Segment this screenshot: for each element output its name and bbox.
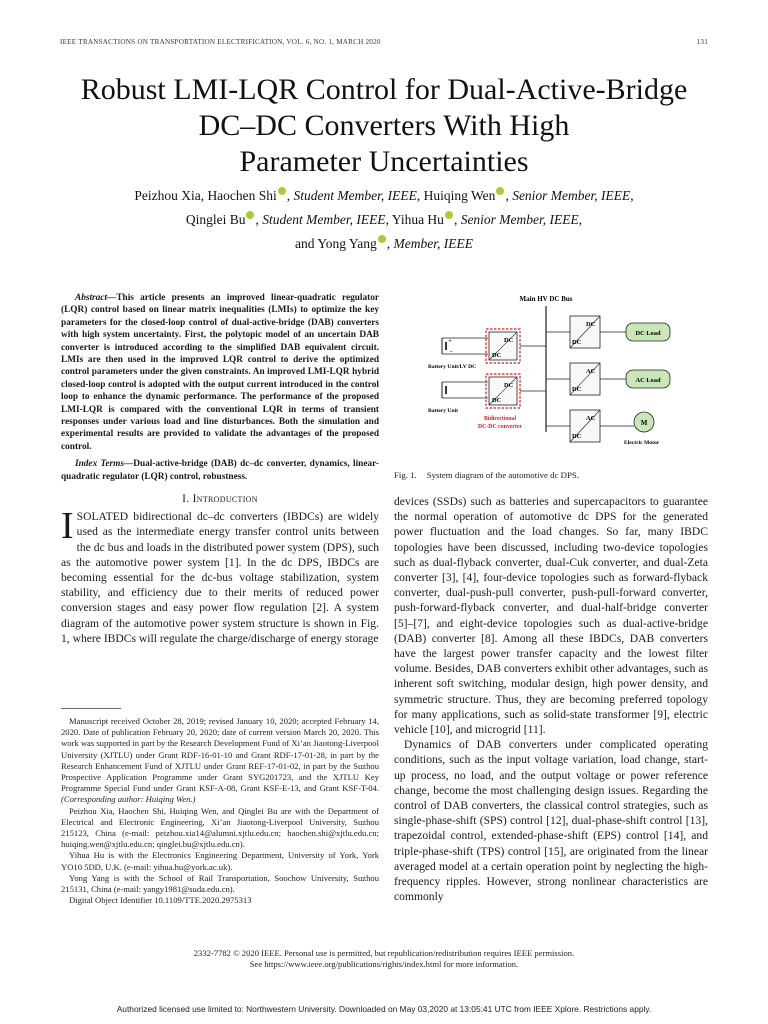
author-role-2: Senior Member, IEEE [512, 188, 631, 203]
ac-load-label: AC Load [635, 377, 661, 384]
author-name-2: Huiqing Wen [423, 188, 496, 203]
index-terms-label: Index Terms— [75, 459, 134, 470]
bidirectional-label-1: Bidirectional [484, 416, 517, 422]
author-line-3: and Yong Yang , Member, IEEE [294, 236, 473, 251]
bidirectional-label-2: DC-DC converter [478, 424, 522, 430]
author-line-1: Peizhou Xia, Haochen Shi , Student Member, IEEE, Huiqing Wen , Senior Member, IEEE, [134, 188, 634, 203]
orcid-icon[interactable] [246, 211, 254, 219]
system-diagram [394, 292, 708, 462]
right-body-text [394, 494, 708, 904]
copyright-line-2: See https://www.ieee.org/publications/rights/index.html for more information. [249, 959, 519, 969]
page-number: 131 [696, 38, 708, 46]
footnote-affiliation-2: Yihua Hu is with the Electronics Engineering Department, University of York, York YO10 5DD, U.K. (e-mail: yihua.hu@york.ac.uk). [61, 850, 379, 872]
paragraph: devices (SSDs) such as batteries and supercapacitors to guarantee the normal operation of automotive dc DPS for the generated power fluctuation and the load changes. So far, many IBDC topologies have been discussed, including two-device topologies such as dual-flyback converter, dual-Cuk converter, and dual-Zeta converter [3], [4], four-device topologies such as forward-flyback converter, dual-push-pull converter, push-pull-forward converter, push-forward-flyback converter, and dual-half-bridge converter [5]–[7], and eight-device topologies such as dual-active-bridge (DAB) converter [8]. Among all these IBDCs, DAB converters have the largest power transfer capacity and the lowest filter volume. Besides, DAB converters exhibit other advantages, such as inherent soft switching, modular design, high power density, and symmetric structure. Thus, they are becoming preferred topology for many applications, such as solid-state transformer [9], electric vehicle [10], and microgrid [11]. [394, 495, 708, 737]
copyright-notice [0, 948, 768, 970]
figure-1 [394, 292, 708, 462]
corresponding-author: (Corresponding author: Huiqing Wen.) [61, 794, 196, 805]
dc-load-label: DC Load [635, 330, 661, 337]
dc-dc-load-converter [546, 316, 670, 348]
paper-title [40, 72, 728, 180]
right-column [394, 292, 708, 904]
box-label-dc: DC [504, 337, 514, 344]
footnotes [61, 716, 379, 906]
footnote-manuscript [61, 716, 379, 806]
dc-ac-motor-converter [546, 410, 660, 446]
running-header [60, 38, 708, 46]
box-label-dc: DC [572, 386, 582, 393]
abstract-label: Abstract— [75, 293, 117, 303]
bus-label: Main HV DC Bus [519, 295, 573, 303]
footnote-doi: Digital Object Identifier 10.1109/TTE.2020.2975313 [69, 895, 252, 906]
box-label-dc: DC [572, 339, 582, 346]
footnote-manuscript-text: Manuscript received October 28, 2019; revised January 10, 2020; accepted February 14, 2020. Date of publication February 20, 2020; date of current version March 20, 2020. This work was supported in part by the Research Development Fund of Xi’an Jiaotong-Liverpool University (XJTLU) under Grant RDF-16-01-10 and Grant RDF-17-01-28, in part by the Research Enhancement Fund of XJTLU under Grant REF-17-01-02, in part by the Suzhou Prospective Application Programme under Grant SYG201723, and the XJTLU Key Programme Special Fund under Grant KSF-A-08, Grant KSF-E-13, and Grant KSF-T-04. [61, 716, 379, 794]
drop-cap: I [61, 505, 74, 548]
figure-caption-label: Fig. 1. [394, 470, 417, 480]
battery-unit-label: Battery Unit [428, 408, 458, 414]
battery-unit [428, 382, 488, 414]
box-label-ac: AC [586, 415, 596, 422]
author-name-5: and Yong Yang [294, 236, 377, 251]
abstract-text: This article presents an improved linear-quadratic regulator (LQR) control based on linear matrix inequalities (LMIs) to optimize the key parameters for the closed-loop control of dual-active-bridge (DAB) converters with high system uncertainty. First, the polytopic model of an uncertain DAB converter is introduced according to the simplified DAB equivalent circuit. LMIs are then used in the improved LQR control to derive the optimized control parameters under the given constraints. An improved LMI-LQR hybrid closed-loop control is adopted with the output current introduced in the control loop to enhance the dynamic performance. The performance of the proposed LMI-LQR is compared with the conventional LQR in terms of transient responses under various load and line disturbances. Both the simulation and experimental results are provided to validate the advantages of the proposed control. [61, 293, 379, 452]
box-label-dc: DC [504, 382, 514, 389]
battery-unit-lv [428, 337, 488, 370]
box-label-dc: DC [492, 352, 502, 359]
index-terms [61, 458, 379, 483]
orcid-icon[interactable] [496, 187, 504, 195]
author-names-1: Peizhou Xia, Haochen Shi [134, 188, 277, 203]
intro-text: SOLATED bidirectional dc–dc converters (IBDCs) are widely used as the intermediate energy transfer control units between the dc bus and loads in the distributed power system (DPS), such as the automotive power system [1]. In the dc DPS, IBDCs are becoming essential for the dc-bus voltage stabilization, system stability, and efficiency due to their merits of reduced power conversion stages and easy power flow regulation [2]. A system diagram of the automotive power system structure is shown in Fig. 1, where IBDCs will regulate the charge/discharge of energy storage [61, 510, 379, 645]
box-label-dc: DC [572, 433, 582, 440]
footnote-affiliation-3: Yong Yang is with the School of Rail Transportation, Soochow University, Suzhou 215131, China (e-mail: yangy1981@suda.edu.cn). [61, 872, 379, 895]
battery-unit-lv-label: Battery Unit/LV DC [428, 364, 477, 370]
box-label-dc: DC [586, 321, 596, 328]
abstract [61, 292, 379, 453]
left-column [61, 292, 379, 646]
plus-sign: + [448, 337, 452, 345]
orcid-icon[interactable] [445, 211, 453, 219]
title-line-1: Robust LMI-LQR Control for Dual-Active-Bridge [80, 73, 688, 106]
figure-caption-text: System diagram of the automotive dc DPS. [426, 470, 579, 480]
title-line-2: DC–DC Converters With High [198, 109, 570, 142]
orcid-icon[interactable] [378, 235, 386, 243]
orcid-icon[interactable] [278, 187, 286, 195]
author-list [40, 184, 728, 256]
footnote-rule [61, 708, 121, 709]
title-line-3: Parameter Uncertainties [239, 145, 529, 178]
minus-sign: - [450, 347, 453, 355]
author-role-3: Student Member, IEEE [262, 212, 386, 227]
figure-caption [394, 470, 708, 480]
authorized-use-notice: Authorized licensed use limited to: Northwestern University. Downloaded on May 03,2020 at 13:05:41 UTC from IEEE Xplore. Restrictions apply. [116, 1004, 652, 1014]
dc-ac-load-converter [546, 363, 670, 395]
author-name-3: Qinglei Bu [185, 212, 246, 227]
box-label-dc: DC [492, 397, 502, 404]
electric-motor-label: Electric Motor [624, 440, 660, 446]
paragraph: Dynamics of DAB converters under complicated operating conditions, such as the input voltage variation, load change, start-up process, no load, and the output voltage or power reference change, become the most challenging design issues. Regarding the control of DAB converters, the classical control strategies, such as single-phase-shift (SPS) control [12], dual-phase-shift control [13], trapezoidal control, extended-phase-shift (EPS) control [14], and triple-phase-shift (TPS) control [15], are originated from the linear averaged model at a certain operation point by neglecting the high-frequency ripples. However, strong nonlinear characteristics are commonly [394, 738, 708, 904]
section-heading: I. Introduction [182, 493, 258, 506]
author-role-5: Member, IEEE [393, 236, 473, 251]
motor-symbol: M [640, 419, 648, 427]
author-role-1: Student Member, IEEE [293, 188, 417, 203]
author-role-4: Senior Member, IEEE [460, 212, 579, 227]
index-terms-text: Dual-active-bridge (DAB) dc–dc converter, dynamics, linear-quadratic regulator (LQR) control, robustness. [61, 459, 379, 482]
journal-name: IEEE TRANSACTIONS ON TRANSPORTATION ELECTRIFICATION, VOL. 6, NO. 1, MARCH 2020 [60, 38, 381, 46]
copyright-line-1: 2332-7782 © 2020 IEEE. Personal use is permitted, but republication/redistribution requires IEEE permission. [193, 948, 575, 958]
box-label-ac: AC [586, 368, 596, 375]
author-line-2: Qinglei Bu , Student Member, IEEE, Yihua Hu , Senior Member, IEEE, [185, 212, 583, 227]
author-name-4: Yihua Hu [391, 212, 444, 227]
intro-paragraph [61, 505, 379, 646]
footnote-affiliation-1: Peizhou Xia, Haochen Shi, Huiqing Wen, and Qinglei Bu are with the Department of Electrical and Electronic Engineering, Xi’an Jiaotong-Liverpool University, Suzhou 215123, China (e-mail: peizhou.xia14@alumni.xjtlu.edu.cn; haochen.shi@xjtlu.edu.cn; huiqing.wen@xjtlu.edu.cn; qinglei.bu@xjtlu.edu.cn). [61, 805, 379, 850]
